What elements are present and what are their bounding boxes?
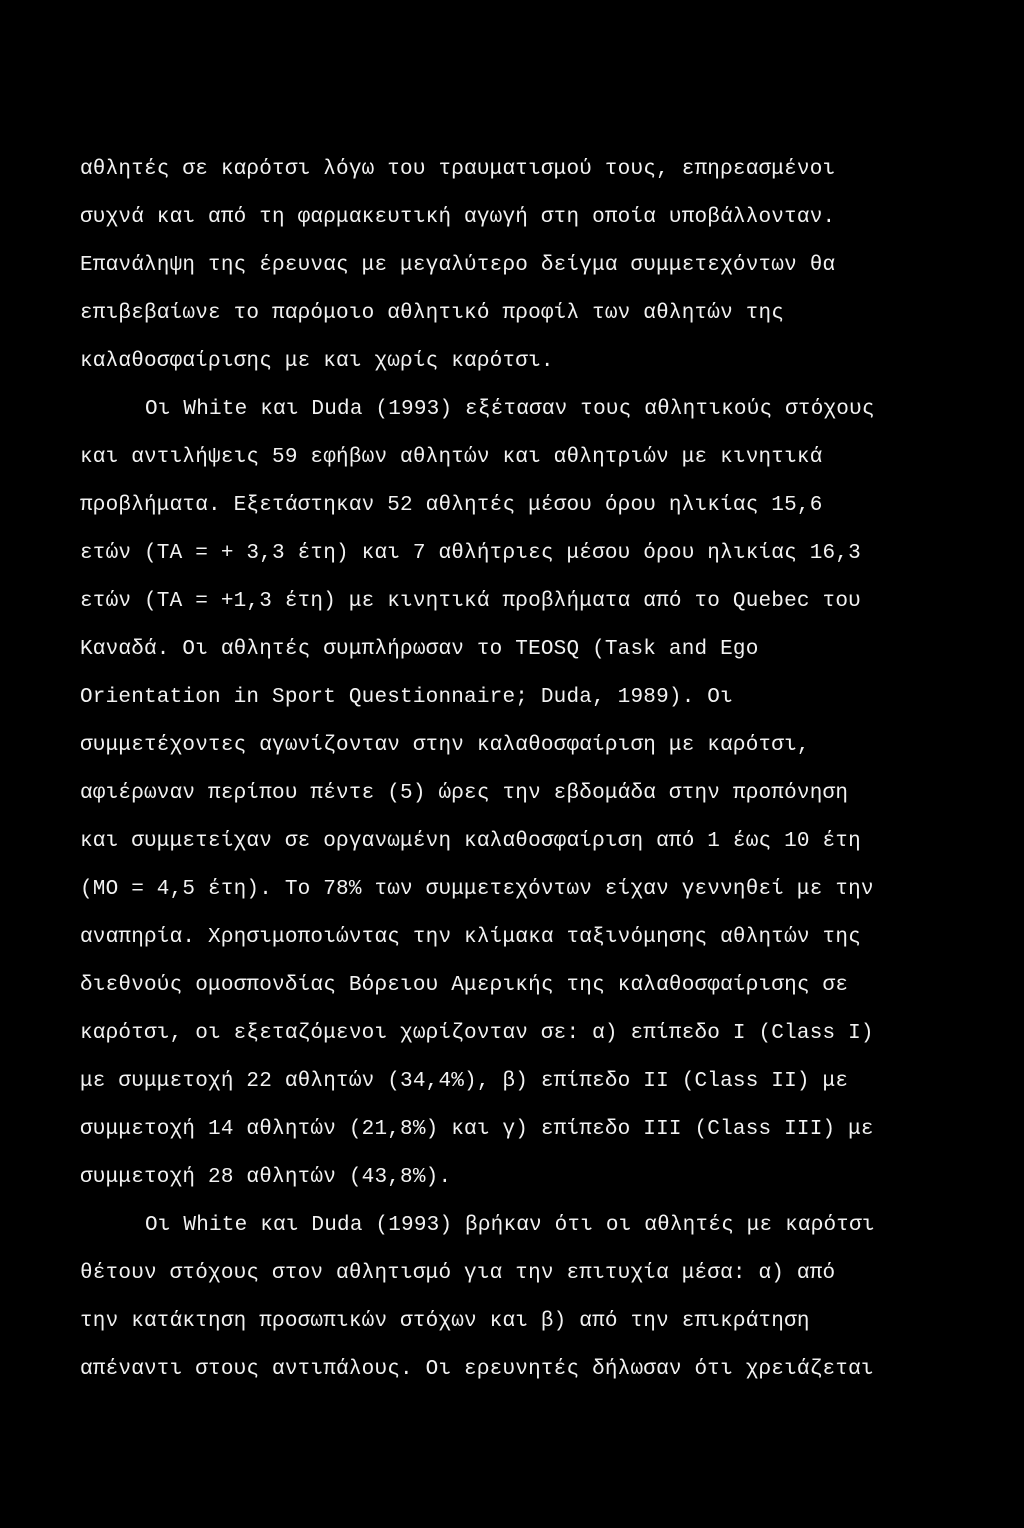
text-line: και αντιλήψεις 59 εφήβων αθλητών και αθλητριών με κινητικά — [80, 446, 823, 469]
text-line: συμμετοχή 28 αθλητών (43,8%). — [80, 1166, 452, 1189]
text-line: επιβεβαίωνε το παρόμοιο αθλητικό προφίλ των αθλητών της — [80, 302, 785, 325]
paragraph-study-description — [80, 386, 980, 1202]
text-line: (ΜΟ = 4,5 έτη). Το 78% των συμμετεχόντων είχαν γεννηθεί με την — [80, 878, 874, 901]
text-line: συχνά και από τη φαρμακευτική αγωγή στη οποία υποβάλλονταν. — [80, 206, 836, 229]
text-line: καλαθοσφαίρισης με και χωρίς καρότσι. — [80, 350, 554, 373]
text-line: Επανάληψη της έρευνας με μεγαλύτερο δείγμα συμμετεχόντων θα — [80, 254, 836, 277]
text-line: και συμμετείχαν σε οργανωμένη καλαθοσφαίριση από 1 έως 10 έτη — [80, 830, 861, 853]
text-line: Orientation in Sport Questionnaire; Duda, 1989). Οι — [80, 686, 733, 709]
text-line: ετών (ΤΑ = + 3,3 έτη) και 7 αθλήτριες μέσου όρου ηλικίας 16,3 — [80, 542, 861, 565]
text-line: αφιέρωναν περίπου πέντε (5) ώρες την εβδομάδα στην προπόνηση — [80, 782, 849, 805]
text-line: συμμετέχοντες αγωνίζονταν στην καλαθοσφαίριση με καρότσι, — [80, 734, 810, 757]
text-line: απέναντι στους αντιπάλους. Οι ερευνητές δήλωσαν ότι χρειάζεται — [80, 1358, 874, 1381]
text-line: αναπηρία. Χρησιμοποιώντας την κλίμακα ταξινόμησης αθλητών της — [80, 926, 861, 949]
text-line: την κατάκτηση προσωπικών στόχων και β) από την επικράτηση — [80, 1310, 810, 1333]
text-line: ετών (ΤΑ = +1,3 έτη) με κινητικά προβλήματα από το Quebec του — [80, 590, 861, 613]
paragraph-first-line: Οι White και Duda (1993) βρήκαν ότι οι αθλητές με καρότσι — [145, 1214, 875, 1237]
text-line: προβλήματα. Εξετάστηκαν 52 αθλητές μέσου όρου ηλικίας 15,6 — [80, 494, 823, 517]
text-line: με συμμετοχή 22 αθλητών (34,4%), β) επίπεδο II (Class II) με — [80, 1070, 849, 1093]
text-line: διεθνούς ομοσπονδίας Βόρειου Αμερικής της καλαθοσφαίρισης σε — [80, 974, 849, 997]
text-line: καρότσι, οι εξεταζόμενοι χωρίζονταν σε: α) επίπεδο I (Class I) — [80, 1022, 874, 1045]
paragraph-continuation — [80, 146, 980, 386]
text-line: θέτουν στόχους στον αθλητισμό για την επιτυχία μέσα: α) από — [80, 1262, 836, 1285]
text-line: Καναδά. Οι αθλητές συμπλήρωσαν το TEOSQ (Task and Ego — [80, 638, 759, 661]
document-body — [80, 146, 980, 1394]
paragraph-first-line: Οι White και Duda (1993) εξέτασαν τους αθλητικούς στόχους — [145, 398, 875, 421]
paragraph-study-findings — [80, 1202, 980, 1394]
text-line: συμμετοχή 14 αθλητών (21,8%) και γ) επίπεδο III (Class III) με — [80, 1118, 874, 1141]
text-line: αθλητές σε καρότσι λόγω του τραυματισμού τους, επηρεασμένοι — [80, 158, 836, 181]
